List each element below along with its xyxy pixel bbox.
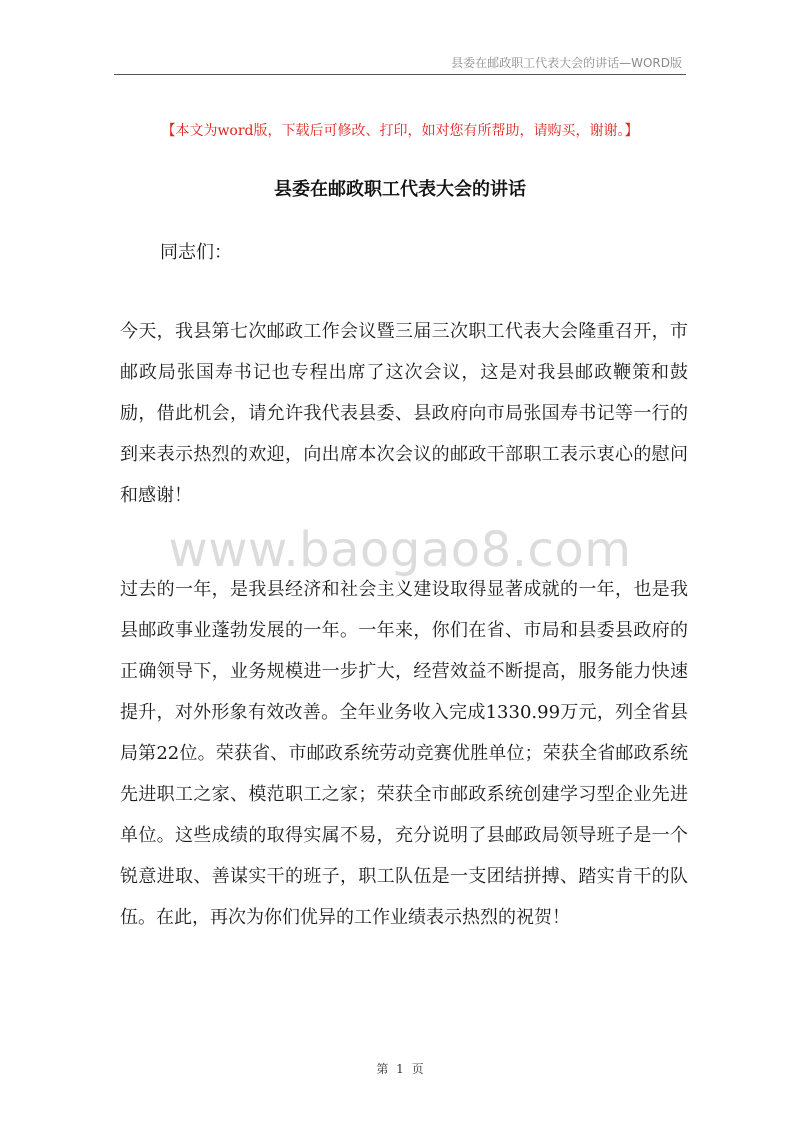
paragraph-1: 今天，我县第七次邮政工作会议暨三届三次职工代表大会隆重召开，市邮政局张国寿书记也专程出席了这次会议，这是对我县邮政鞭策和鼓励，借此机会，请允许我代表县委、县政府向市局张国寿书记等一行的到来表示热烈的欢迎，向出席本次会议的邮政干部职工表示衷心的慰问和感谢！ — [120, 321, 688, 506]
header-divider — [114, 74, 686, 75]
purchase-notice: 【本文为word版，下载后可修改、打印，如对您有所帮助，请购买，谢谢。】 — [161, 123, 639, 139]
running-header: 县委在邮政职工代表大会的讲话—WORD版 — [451, 56, 682, 70]
salutation: 同志们： — [160, 242, 232, 263]
paragraph-2: 过去的一年，是我县经济和社会主义建设取得显著成就的一年，也是我县邮政事业蓬勃发展的一年。一年来，你们在省、市局和县委县政府的正确领导下，业务规模进一步扩大，经营效益不断提高，服务能力快速提升，对外形象有效改善。全年业务收入完成1330.99万元，列全省县局第22位。荣获省、市邮政系统劳动竞赛优胜单位；荣获全省邮政系统先进职工之家、模范职工之家；荣获全市邮政系统创建学习型企业先进单位。这些成绩的取得实属不易，充分说明了县邮政局领导班子是一个锐意进取、善谋实干的班子，职工队伍是一支团结拼搏、踏实肯干的队伍。在此，再次为你们优异的工作业绩表示热烈的祝贺！ — [120, 579, 688, 928]
page-number: 第 1 页 — [376, 1062, 424, 1076]
document-title: 县委在邮政职工代表大会的讲话 — [274, 179, 526, 200]
watermark: www.baogao8.com — [168, 522, 632, 578]
